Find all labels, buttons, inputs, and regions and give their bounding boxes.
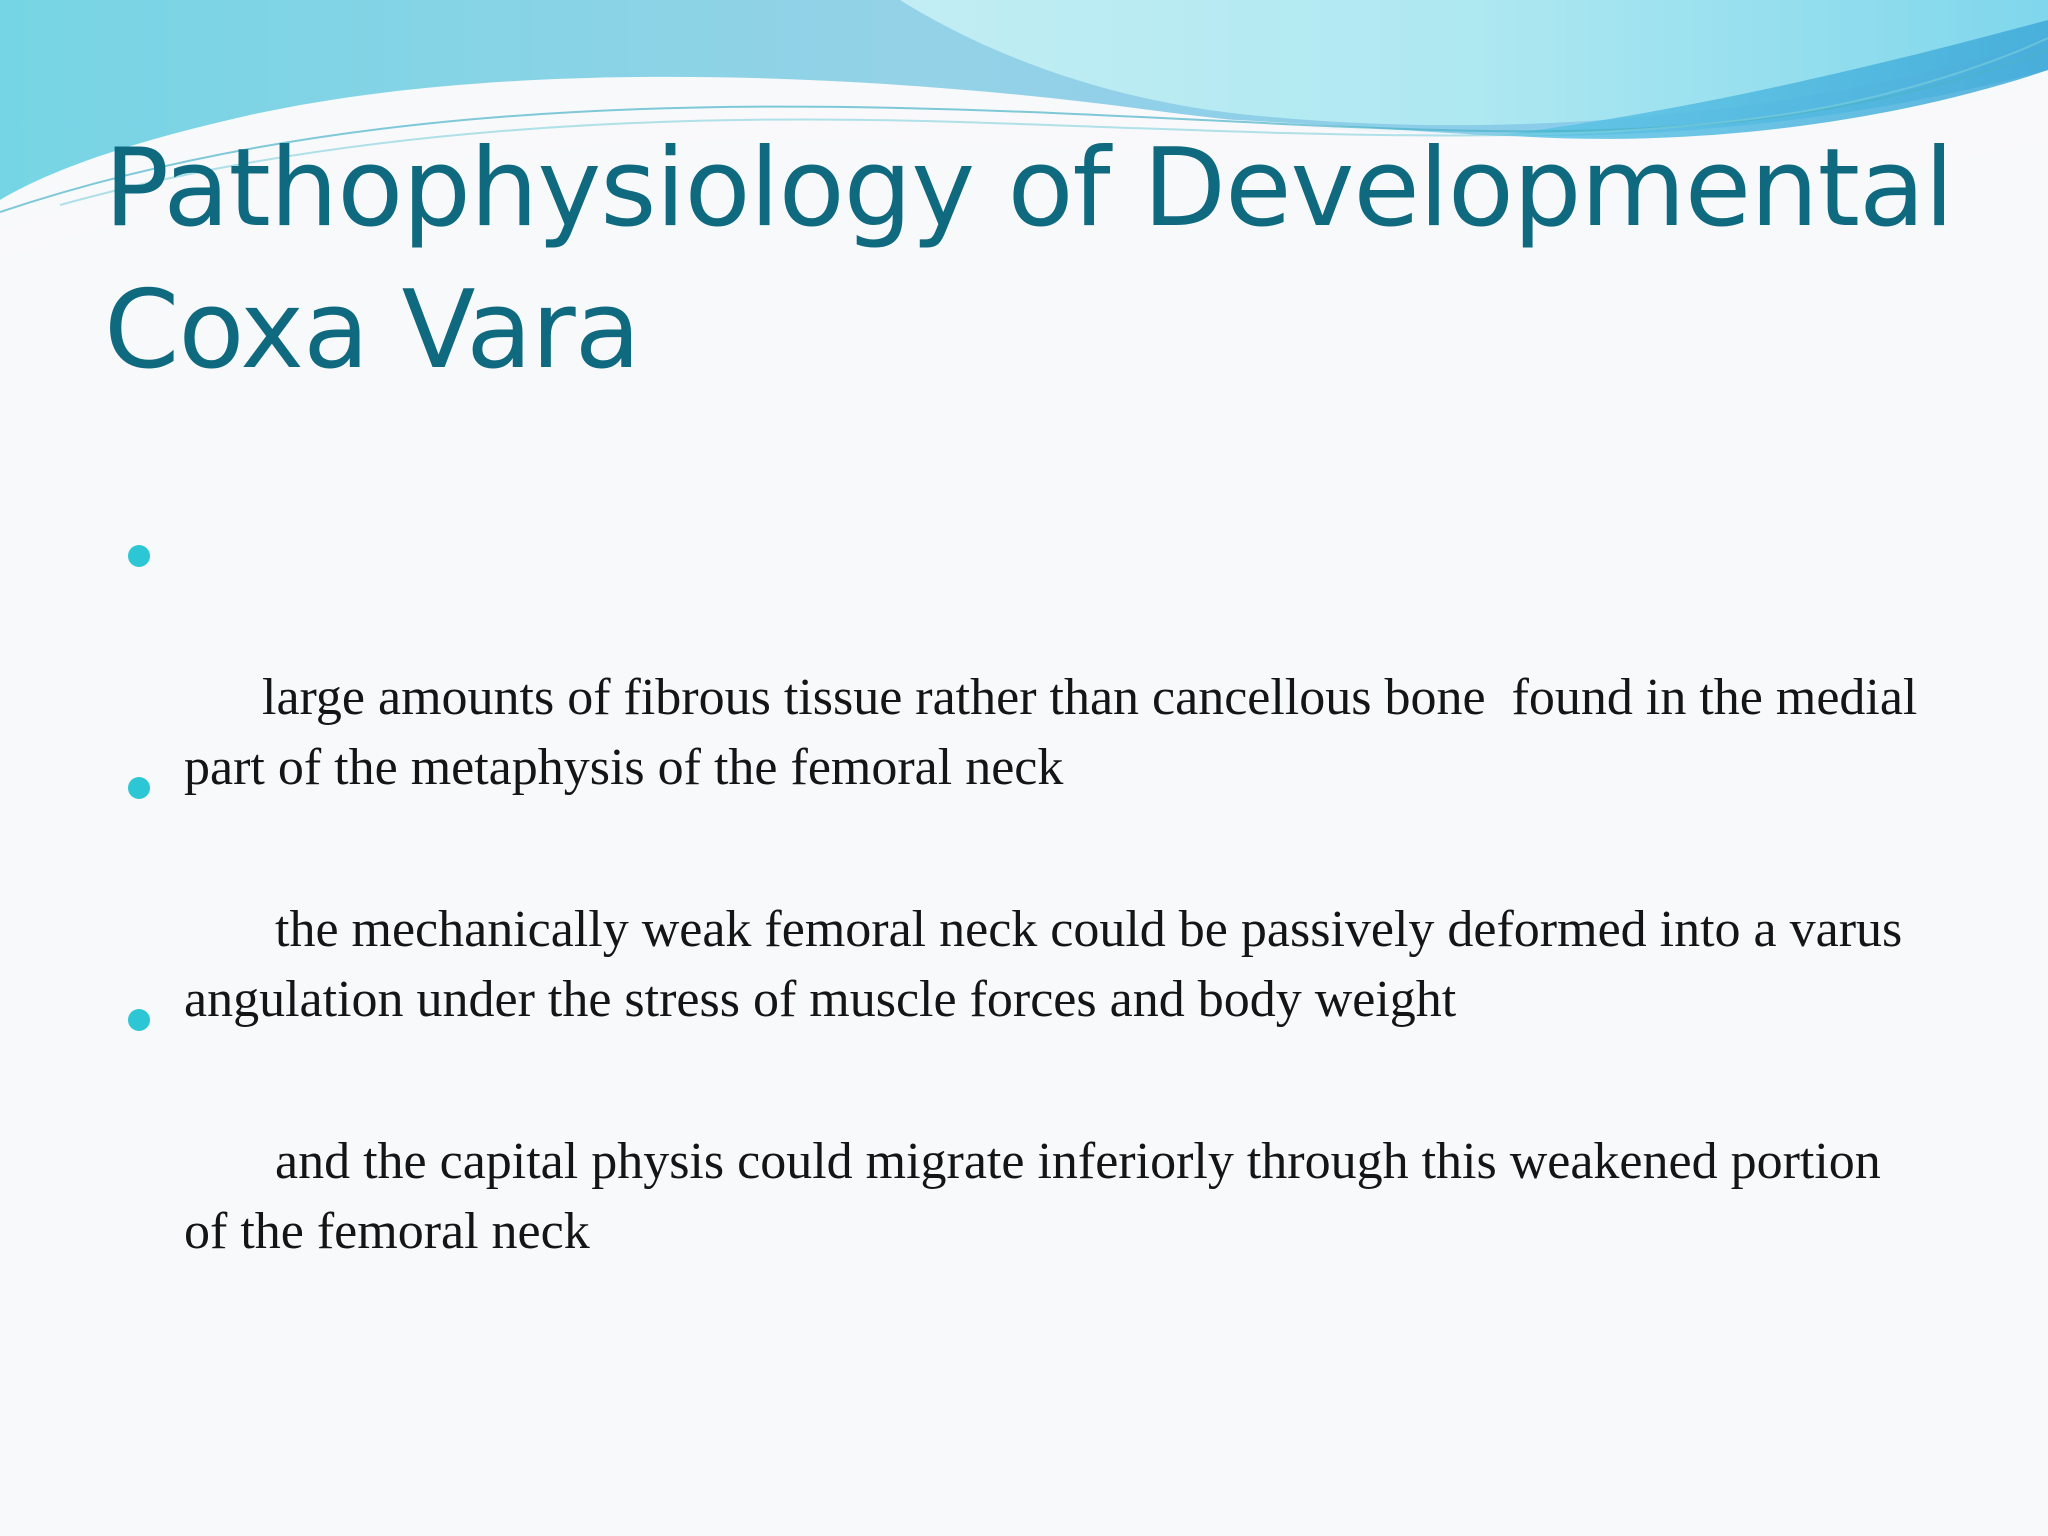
slide-title-line-2: Coxa Vara bbox=[104, 268, 640, 393]
bullet-marker-icon bbox=[128, 1009, 150, 1031]
bullet-text: and the capital physis could migrate inferiorly through this weakened portion of the femoral neck bbox=[184, 1133, 1894, 1260]
slide-title-line-1: Pathophysiology of Developmental bbox=[104, 126, 1954, 251]
bullet-marker-icon bbox=[128, 777, 150, 799]
bullet-text: the mechanically weak femoral neck could be passively deformed into a varus angulation under the stress of muscle forces and body weight bbox=[184, 901, 1916, 1028]
bullet-text: large amounts of fibrous tissue rather than cancellous bone found in the medial part of the metaphysis of the femoral neck bbox=[184, 669, 1931, 796]
bullet-marker-icon bbox=[128, 545, 150, 567]
slide-title bbox=[104, 118, 1984, 402]
bullet-item bbox=[184, 987, 1934, 1337]
